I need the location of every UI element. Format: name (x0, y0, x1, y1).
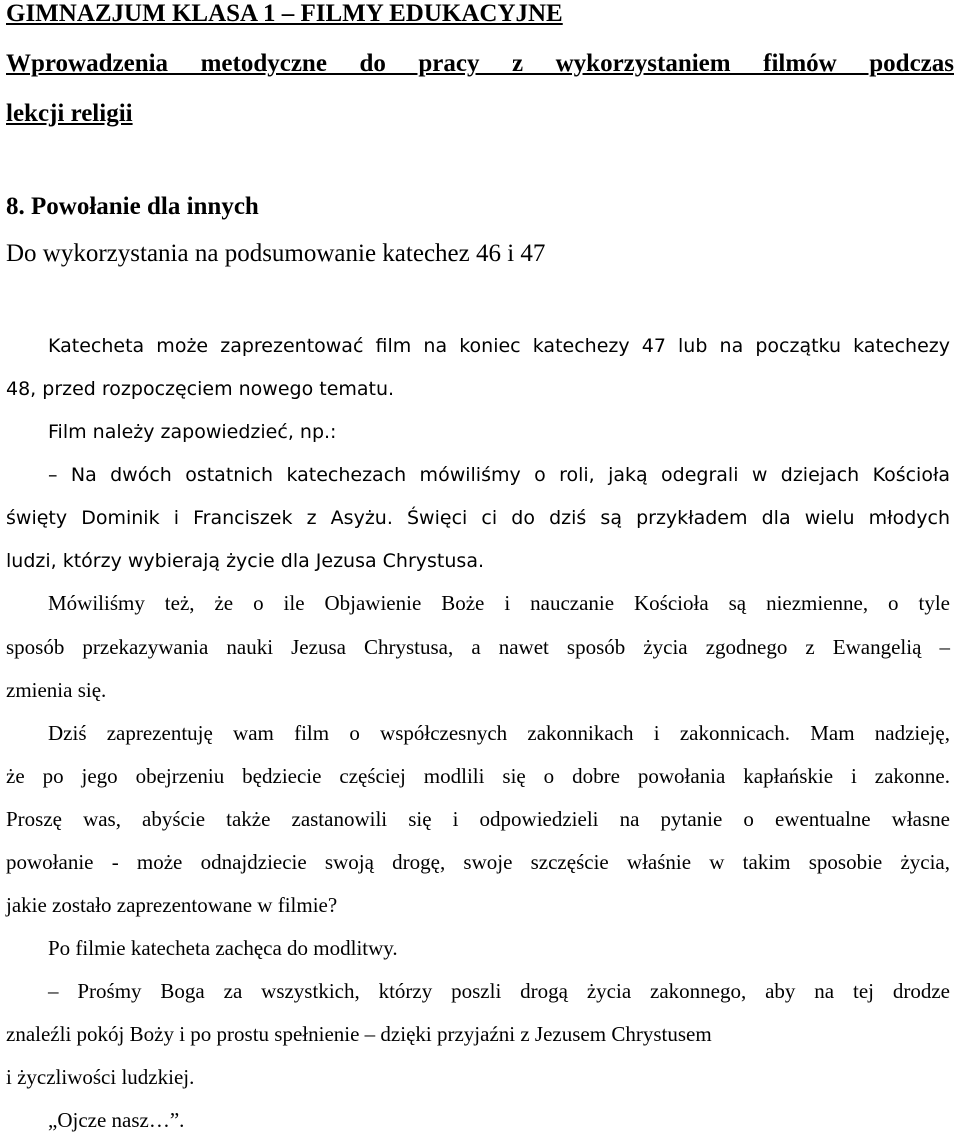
body-line: 48, przed rozpoczęciem nowego tematu. (6, 378, 395, 400)
body-line: Katecheta może zaprezentować film na koniec katechezy 47 lub na początku katechezy (48, 335, 950, 357)
body-line: Dziś zaprezentuję wam film o współczesnych zakonnikach i zakonnicach. Mam nadzieję, (48, 721, 950, 745)
body-line: sposób przekazywania nauki Jezusa Chrystusa, a nawet sposób życia zgodnego z Ewangelią – (6, 635, 950, 659)
body-line: że po jego obejrzeniu będziecie częściej modlili się o dobre powołania kapłańskie i zakonne. (6, 764, 950, 788)
section-heading: 8. Powołanie dla innych (6, 193, 259, 220)
section-subheading: Do wykorzystania na podsumowanie katechez 46 i 47 (6, 240, 546, 267)
body-line: znaleźli pokój Boży i po prostu spełnienie – dzięki przyjaźni z Jezusem Chrystusem (6, 1022, 712, 1046)
body-line: zmienia się. (6, 678, 107, 702)
body-line: powołanie - może odnajdziecie swoją drogę, swoje szczęście właśnie w takim sposobie życia, (6, 850, 950, 874)
body-line: ludzi, którzy wybierają życie dla Jezusa Chrystusa. (6, 550, 485, 572)
body-line: – Na dwóch ostatnich katechezach mówiliśmy o roli, jaką odegrali w dziejach Kościoła (48, 464, 950, 486)
body-line: „Ojcze nasz…”. (48, 1108, 185, 1132)
title-line-2: Wprowadzenia metodyczne do pracy z wykorzystaniem filmów podczas (6, 50, 954, 77)
body-line: jakie zostało zaprezentowane w filmie? (6, 893, 338, 917)
body-line: Proszę was, abyście także zastanowili się i odpowiedzieli na pytanie o ewentualne własne (6, 807, 950, 831)
body-line: święty Dominik i Franciszek z Asyżu. Święci ci do dziś są przykładem dla wielu młodych (6, 507, 950, 529)
body-line: i życzliwości ludzkiej. (6, 1065, 195, 1089)
body-line: – Prośmy Boga za wszystkich, którzy poszli drogą życia zakonnego, aby na tej drodze (48, 979, 950, 1003)
body-line: Mówiliśmy też, że o ile Objawienie Boże i nauczanie Kościoła są niezmienne, o tyle (48, 591, 950, 615)
body-line: Po filmie katecheta zachęca do modlitwy. (48, 936, 398, 960)
title-line-1: GIMNAZJUM KLASA 1 – FILMY EDUKACYJNE (6, 0, 563, 27)
body-line: Film należy zapowiedzieć, np.: (48, 421, 337, 443)
title-line-3: lekcji religii (6, 100, 133, 127)
